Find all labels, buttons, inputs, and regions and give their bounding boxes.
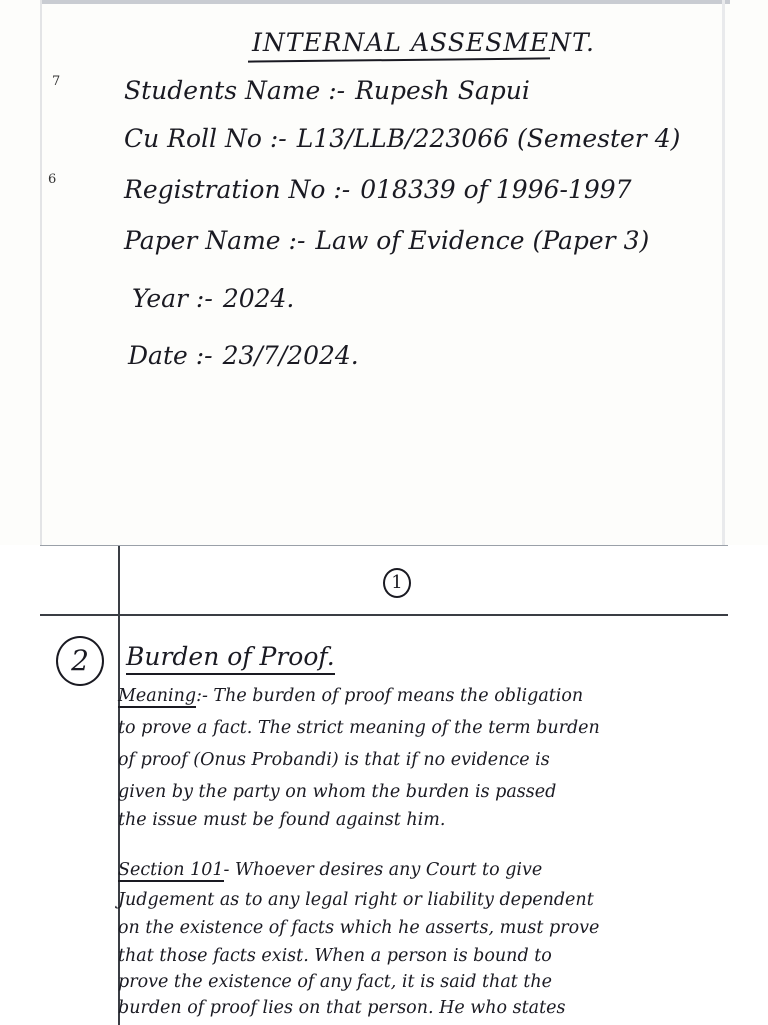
section-label: Section 101 <box>118 860 224 880</box>
body-line <box>118 686 583 706</box>
question-number: 2 <box>56 636 104 686</box>
field-label: Students Name :- <box>124 76 346 105</box>
body-line: of proof (Onus Probandi) is that if no evidence is <box>118 750 550 770</box>
margin-mark: 6 <box>48 172 57 187</box>
field-value: 018339 of 1996-1997 <box>360 175 632 204</box>
date-line <box>128 341 359 370</box>
body-line: prove the existence of any fact, it is said that the <box>118 972 553 992</box>
line-text: :- The burden of proof means the obligation <box>196 686 584 706</box>
field-label: Date :- <box>128 341 213 370</box>
body-line: burden of proof lies on that person. He who states <box>118 998 566 1018</box>
body-line: Judgement as to any legal right or liability dependent <box>118 890 594 910</box>
field-value: Law of Evidence (Paper 3) <box>315 226 650 255</box>
page-number: 1 <box>383 568 411 598</box>
body-line: given by the party on whom the burden is passed <box>118 782 557 802</box>
answer-page <box>40 545 728 1025</box>
field-value: Rupesh Sapui <box>355 76 530 105</box>
paper-name-line <box>124 226 649 255</box>
page-edge-top <box>40 0 730 4</box>
student-name-line <box>124 76 530 105</box>
registration-number-line <box>124 175 632 204</box>
field-label: Registration No :- <box>124 175 351 204</box>
year-line <box>132 284 294 313</box>
page-edge-right <box>722 0 725 545</box>
body-line: on the existence of facts which he asserts, must prove <box>118 918 600 938</box>
answer-heading: Burden of Proof. <box>126 642 335 675</box>
line-text: - Whoever desires any Court to give <box>223 860 543 880</box>
title-underline <box>248 57 550 62</box>
body-line <box>118 860 542 880</box>
field-value: 2024. <box>222 284 295 313</box>
page-title: INTERNAL ASSESMENT. <box>252 28 595 57</box>
field-value: L13/LLB/223066 (Semester 4) <box>296 124 681 153</box>
body-line: to prove a fact. The strict meaning of the term burden <box>118 718 600 738</box>
body-line: that those facts exist. When a person is bound to <box>118 946 552 966</box>
field-label: Paper Name :- <box>124 226 306 255</box>
field-value: 23/7/2024. <box>222 341 359 370</box>
field-label: Year :- <box>132 284 213 313</box>
meaning-label: Meaning <box>118 686 197 706</box>
roll-number-line <box>124 124 680 153</box>
header-rule <box>40 614 728 616</box>
field-label: Cu Roll No :- <box>124 124 287 153</box>
margin-mark: 7 <box>52 74 61 89</box>
page-edge-left <box>40 0 42 545</box>
body-line: the issue must be found against him. <box>118 810 446 830</box>
